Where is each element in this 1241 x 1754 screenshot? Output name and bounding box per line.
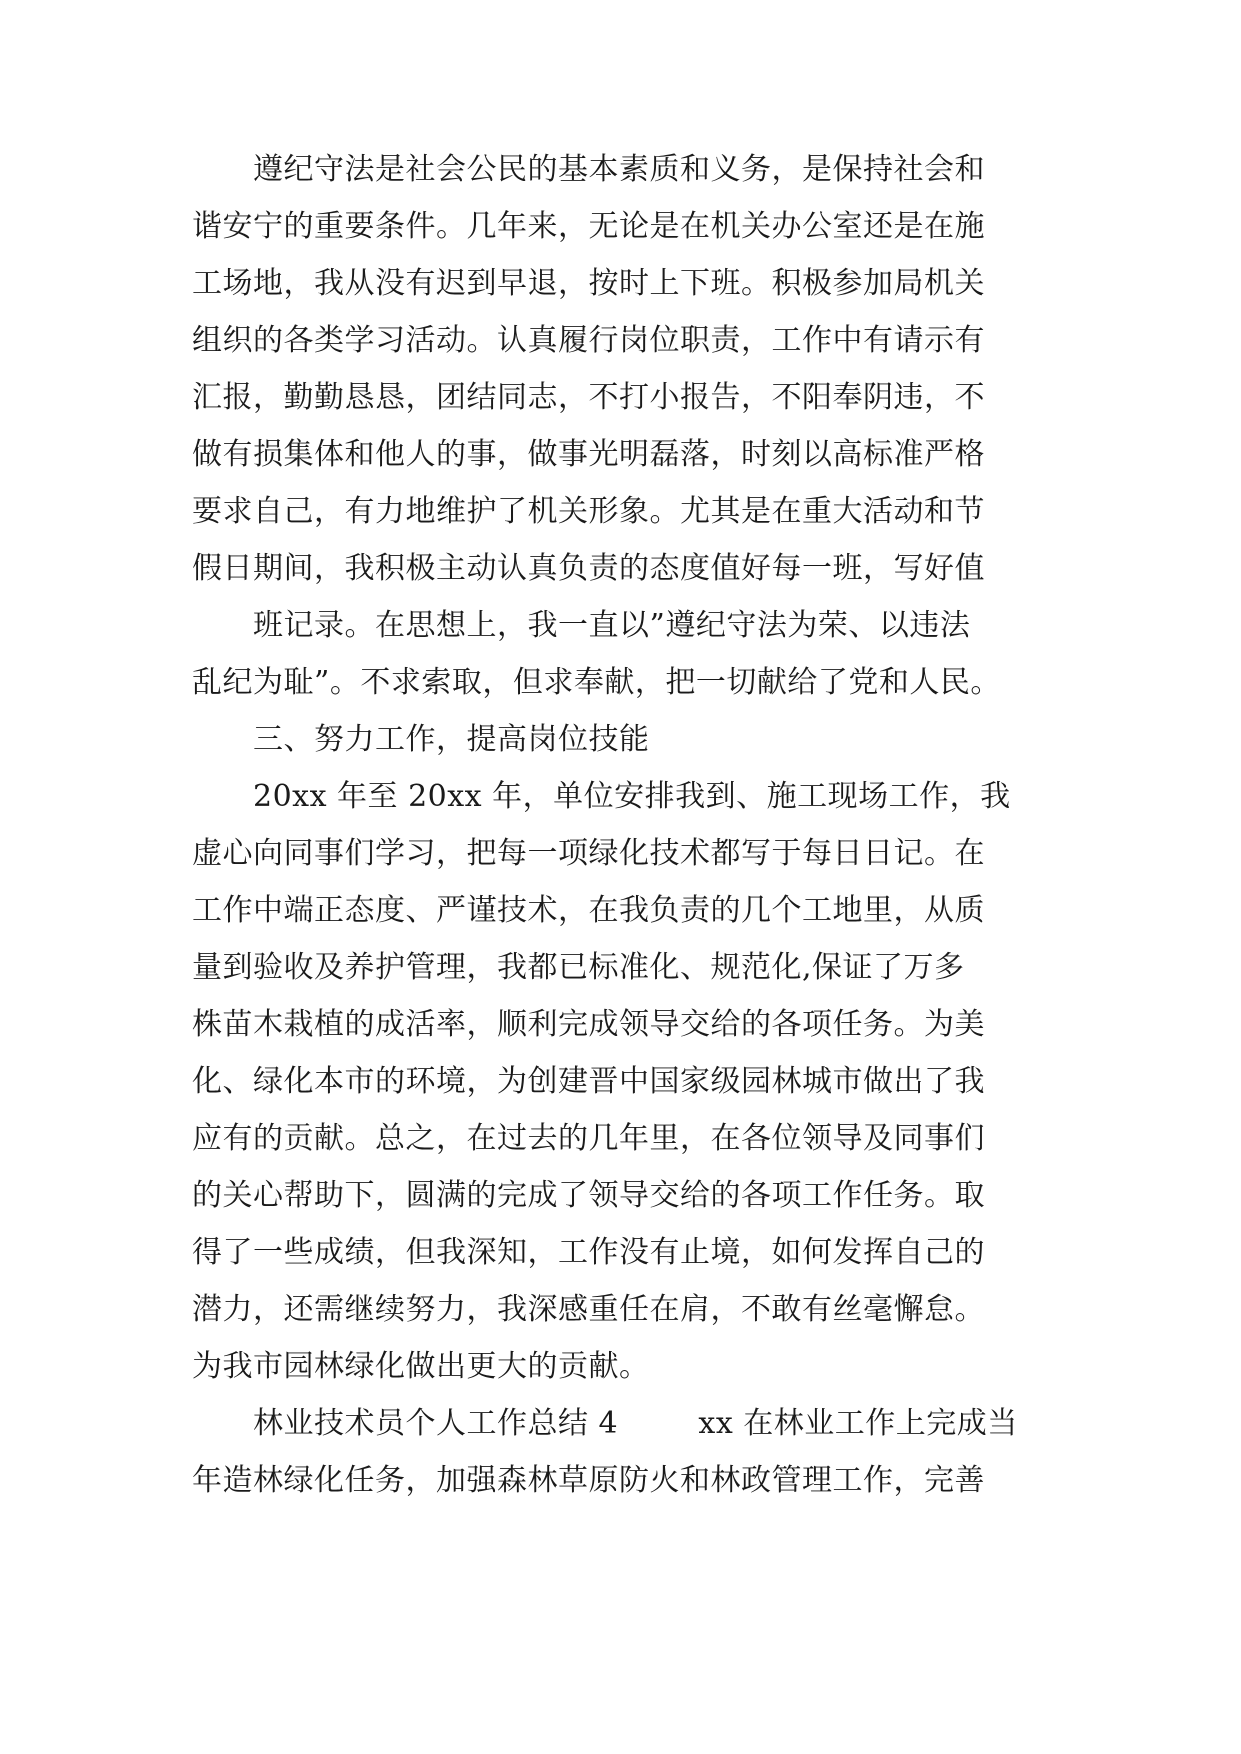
text-line: 假日期间，我积极主动认真负责的态度值好每一班，写好值 (192, 551, 985, 586)
text-line: 汇报，勤勤恳恳，团结同志，不打小报告，不阳奉阴违，不 (192, 380, 985, 415)
text-line: 遵纪守法是社会公民的基本素质和义务，是保持社会和 (253, 152, 985, 187)
text-line: 组织的各类学习活动。认真履行岗位职责，工作中有请示有 (192, 323, 985, 358)
text-line: 工场地，我从没有迟到早退，按时上下班。积极参加局机关 (192, 266, 985, 301)
text-line: 乱纪为耻”。不求索取，但求奉献，把一切献给了党和人民。 (192, 665, 1001, 700)
text-line: 虚心向同事们学习，把每一项绿化技术都写于每日日记。在 (192, 836, 985, 871)
text-line: 潜力，还需继续努力，我深感重任在肩，不敢有丝毫懈怠。 (192, 1292, 985, 1327)
text-line: 年造林绿化任务，加强森林草原防火和林政管理工作，完善 (192, 1463, 985, 1498)
text-line: 要求自己，有力地维护了机关形象。尤其是在重大活动和节 (192, 494, 985, 529)
text-line: 为我市园林绿化做出更大的贡献。 (192, 1349, 650, 1384)
text-line: 工作中端正态度、严谨技术，在我负责的几个工地里，从质 (192, 893, 985, 928)
text-line: 量到验收及养护管理，我都已标准化、规范化,保证了万多 (192, 950, 965, 985)
text-line: 化、绿化本市的环境，为创建晋中国家级园林城市做出了我 (192, 1064, 985, 1099)
text-line: 株苗木栽植的成活率，顺利完成领导交给的各项任务。为美 (192, 1007, 985, 1042)
text-line: 做有损集体和他人的事，做事光明磊落，时刻以高标准严格 (192, 437, 985, 472)
text-line: 的关心帮助下，圆满的完成了领导交给的各项工作任务。取 (192, 1178, 985, 1213)
text-line: 林业技术员个人工作总结 4 xx 在林业工作上完成当 (253, 1406, 1018, 1441)
text-line: 谐安宁的重要条件。几年来，无论是在机关办公室还是在施 (192, 209, 985, 244)
text-line: 应有的贡献。总之，在过去的几年里，在各位领导及同事们 (192, 1121, 985, 1156)
text-line: 得了一些成绩，但我深知，工作没有止境，如何发挥自己的 (192, 1235, 985, 1270)
text-line: 班记录。在思想上，我一直以”遵纪守法为荣、以违法 (253, 608, 971, 643)
text-line: 20xx 年至 20xx 年，单位安排我到、施工现场工作，我 (253, 779, 1011, 814)
section-heading: 三、努力工作，提高岗位技能 (253, 722, 650, 757)
